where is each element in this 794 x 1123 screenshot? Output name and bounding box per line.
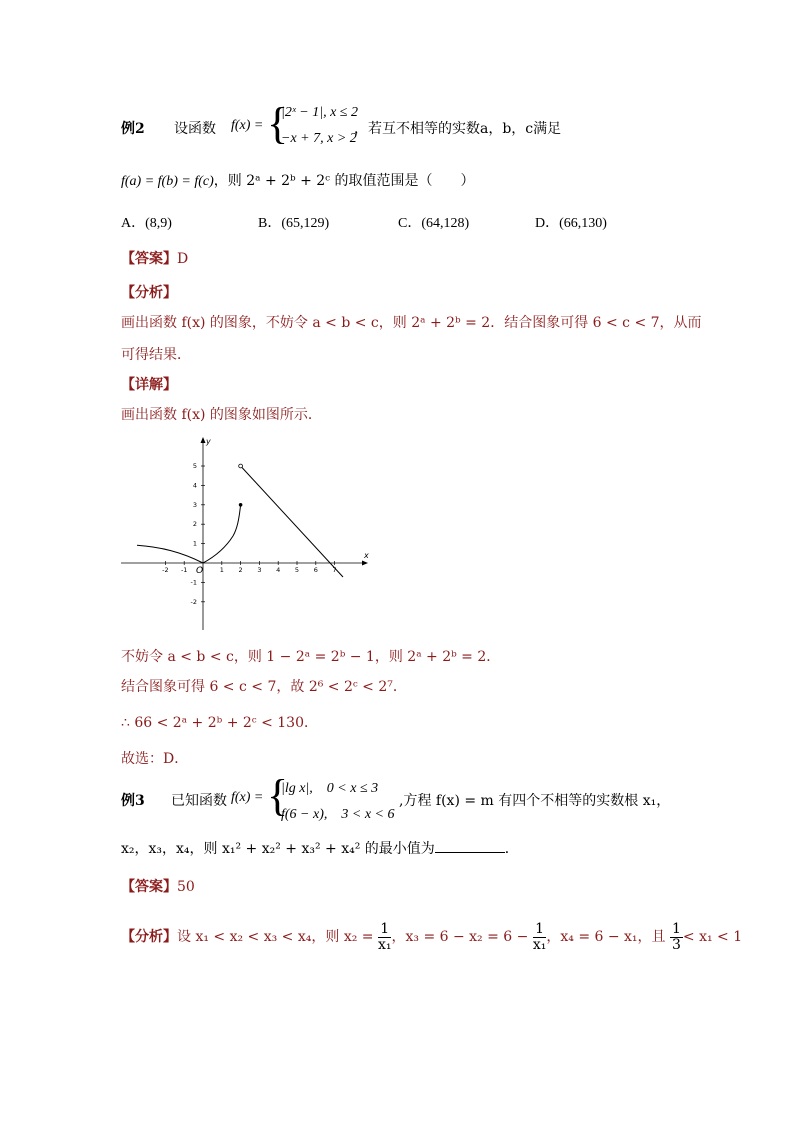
answer-value: 50 — [177, 879, 195, 895]
ex2-detail-line4: ∴ 66 < 2ᵃ + 2ᵇ + 2ᶜ < 130． — [121, 715, 318, 731]
fraction: $\frac{1}{\text{x₁}}$ — [532, 920, 547, 953]
ex2-options — [121, 212, 681, 234]
answer-value: D — [177, 251, 189, 267]
ex2-analysis-line2: 可得结果． — [121, 347, 191, 363]
ex2-intro: 设函数 — [174, 121, 216, 137]
answer-tag: 【答案】 — [121, 251, 177, 267]
ex2-case2: −x + 7, x > 2 — [281, 131, 357, 146]
y-tick-label: 3 — [192, 500, 197, 509]
ex2-detail-tag: 【详解】 — [121, 377, 177, 393]
option-a: A．(8,9) — [121, 216, 172, 231]
ex2-analysis-line1: 画出函数 f(x) 的图象，不妨令 a < b < c，则 2ᵃ + 2ᵇ = 2．结合图象可得 6 < c < 7，从而 — [121, 315, 702, 331]
ex3-answer — [121, 876, 195, 896]
y-tick-label: -2 — [190, 597, 197, 606]
analysis-part-c: ，x₄ = 6 − x₁，且 — [546, 929, 666, 945]
option-c: C．(64,128) — [398, 216, 470, 231]
y-axis-label: y — [206, 437, 211, 446]
ex3-roots-sum: x₂，x₃，x₄，则 x₁² + x₂² + x₃² + x₄² 的最小值为 — [121, 841, 435, 857]
ex2-range-question: ，则 2ᵃ + 2ᵇ + 2ᶜ 的取值范围是（ ） — [213, 173, 475, 189]
x-tick-label: 3 — [257, 566, 262, 574]
answer-tag: 【答案】 — [121, 879, 177, 895]
closed-endpoint — [239, 503, 243, 507]
x-tick-label: -2 — [162, 566, 169, 574]
y-tick-label: 4 — [192, 481, 197, 490]
x-axis-label: x — [364, 551, 369, 560]
ex3-question-line1 — [121, 771, 681, 826]
y-axis-arrow — [201, 437, 206, 443]
function-graph — [121, 432, 381, 638]
line-branch — [238, 466, 343, 577]
option-d: D．(66,130) — [535, 216, 607, 231]
answer-blank — [435, 838, 505, 853]
y-tick-label: 1 — [192, 539, 197, 548]
ex2-detail-line1: 画出函数 f(x) 的图象如图所示． — [121, 407, 322, 423]
ex2-brace: { — [267, 99, 289, 148]
ex2-equal-condition: f(a) = f(b) = f(c) — [121, 174, 214, 189]
curve-left-branch — [137, 545, 203, 563]
x-tick-label: 1 — [219, 566, 224, 574]
ex3-fx: f(x) = — [231, 790, 264, 805]
ex3-condition: ,方程 f(x) = m 有四个不相等的实数根 x₁， — [399, 793, 671, 809]
x-axis-arrow — [362, 561, 368, 566]
y-tick-label: 2 — [192, 520, 197, 529]
ex3-label: 例3 — [121, 793, 145, 809]
ex3-case1: |lg x|, 0 < x ≤ 3 — [281, 781, 379, 796]
x-tick-label: 5 — [294, 566, 300, 574]
open-endpoint — [239, 464, 243, 468]
ex3-analysis — [121, 918, 742, 956]
ex2-fx: f(x) = — [231, 118, 264, 133]
ex2-case1: |2ˣ − 1|, x ≤ 2 — [281, 105, 358, 120]
ex2-question-line2 — [121, 170, 474, 190]
ex3-brace: { — [267, 771, 289, 820]
ex2-answer — [121, 248, 188, 268]
x-tick-label: 6 — [313, 566, 318, 574]
ex3-case2: f(6 − x), 3 < x < 6 — [281, 807, 395, 822]
ex2-condition: ，若互不相等的实数a，b，c满足 — [354, 121, 562, 137]
ex2-detail-line3: 结合图象可得 6 < c < 7，故 2⁶ < 2ᶜ < 2⁷． — [121, 679, 407, 695]
ex2-detail-line2: 不妨令 a < b < c，则 1 − 2ᵃ = 2ᵇ − 1，则 2ᵃ + 2ᵇ = 2． — [121, 649, 501, 665]
ex2-question-line1 — [121, 99, 681, 154]
ex3-intro: 已知函数 — [171, 793, 227, 809]
analysis-part-b: ，x₃ = 6 − x₂ = 6 − — [391, 929, 529, 945]
analysis-part-d: < x₁ < 1 — [682, 929, 743, 945]
curve-right-branch — [203, 505, 241, 563]
x-tick-label: 7 — [332, 566, 337, 574]
y-tick-label: -1 — [190, 578, 197, 587]
fraction: $\frac{1}{\text{x₁}}$ — [377, 920, 392, 953]
ex2-label: 例2 — [121, 121, 145, 137]
analysis-tag: 【分析】 — [121, 929, 177, 945]
origin-label: O — [196, 566, 204, 576]
ex2-conclusion: 故选：D． — [121, 751, 189, 767]
ex3-question-line2: x₂，x₃，x₄，则 x₁² + x₂² + x₃² + x₄² 的最小值为 ． — [121, 838, 519, 858]
x-tick-label: -1 — [180, 566, 188, 574]
analysis-part-a: 设 x₁ < x₂ < x₃ < x₄，则 x₂ = — [177, 929, 374, 945]
option-b: B．(65,129) — [258, 216, 330, 231]
fraction: $\frac{1}{3}$ — [672, 920, 681, 953]
ex2-analysis-tag: 【分析】 — [121, 285, 177, 301]
x-tick-label: 4 — [276, 566, 281, 574]
y-tick-label: 5 — [192, 462, 197, 470]
x-tick-label: 2 — [238, 566, 243, 574]
